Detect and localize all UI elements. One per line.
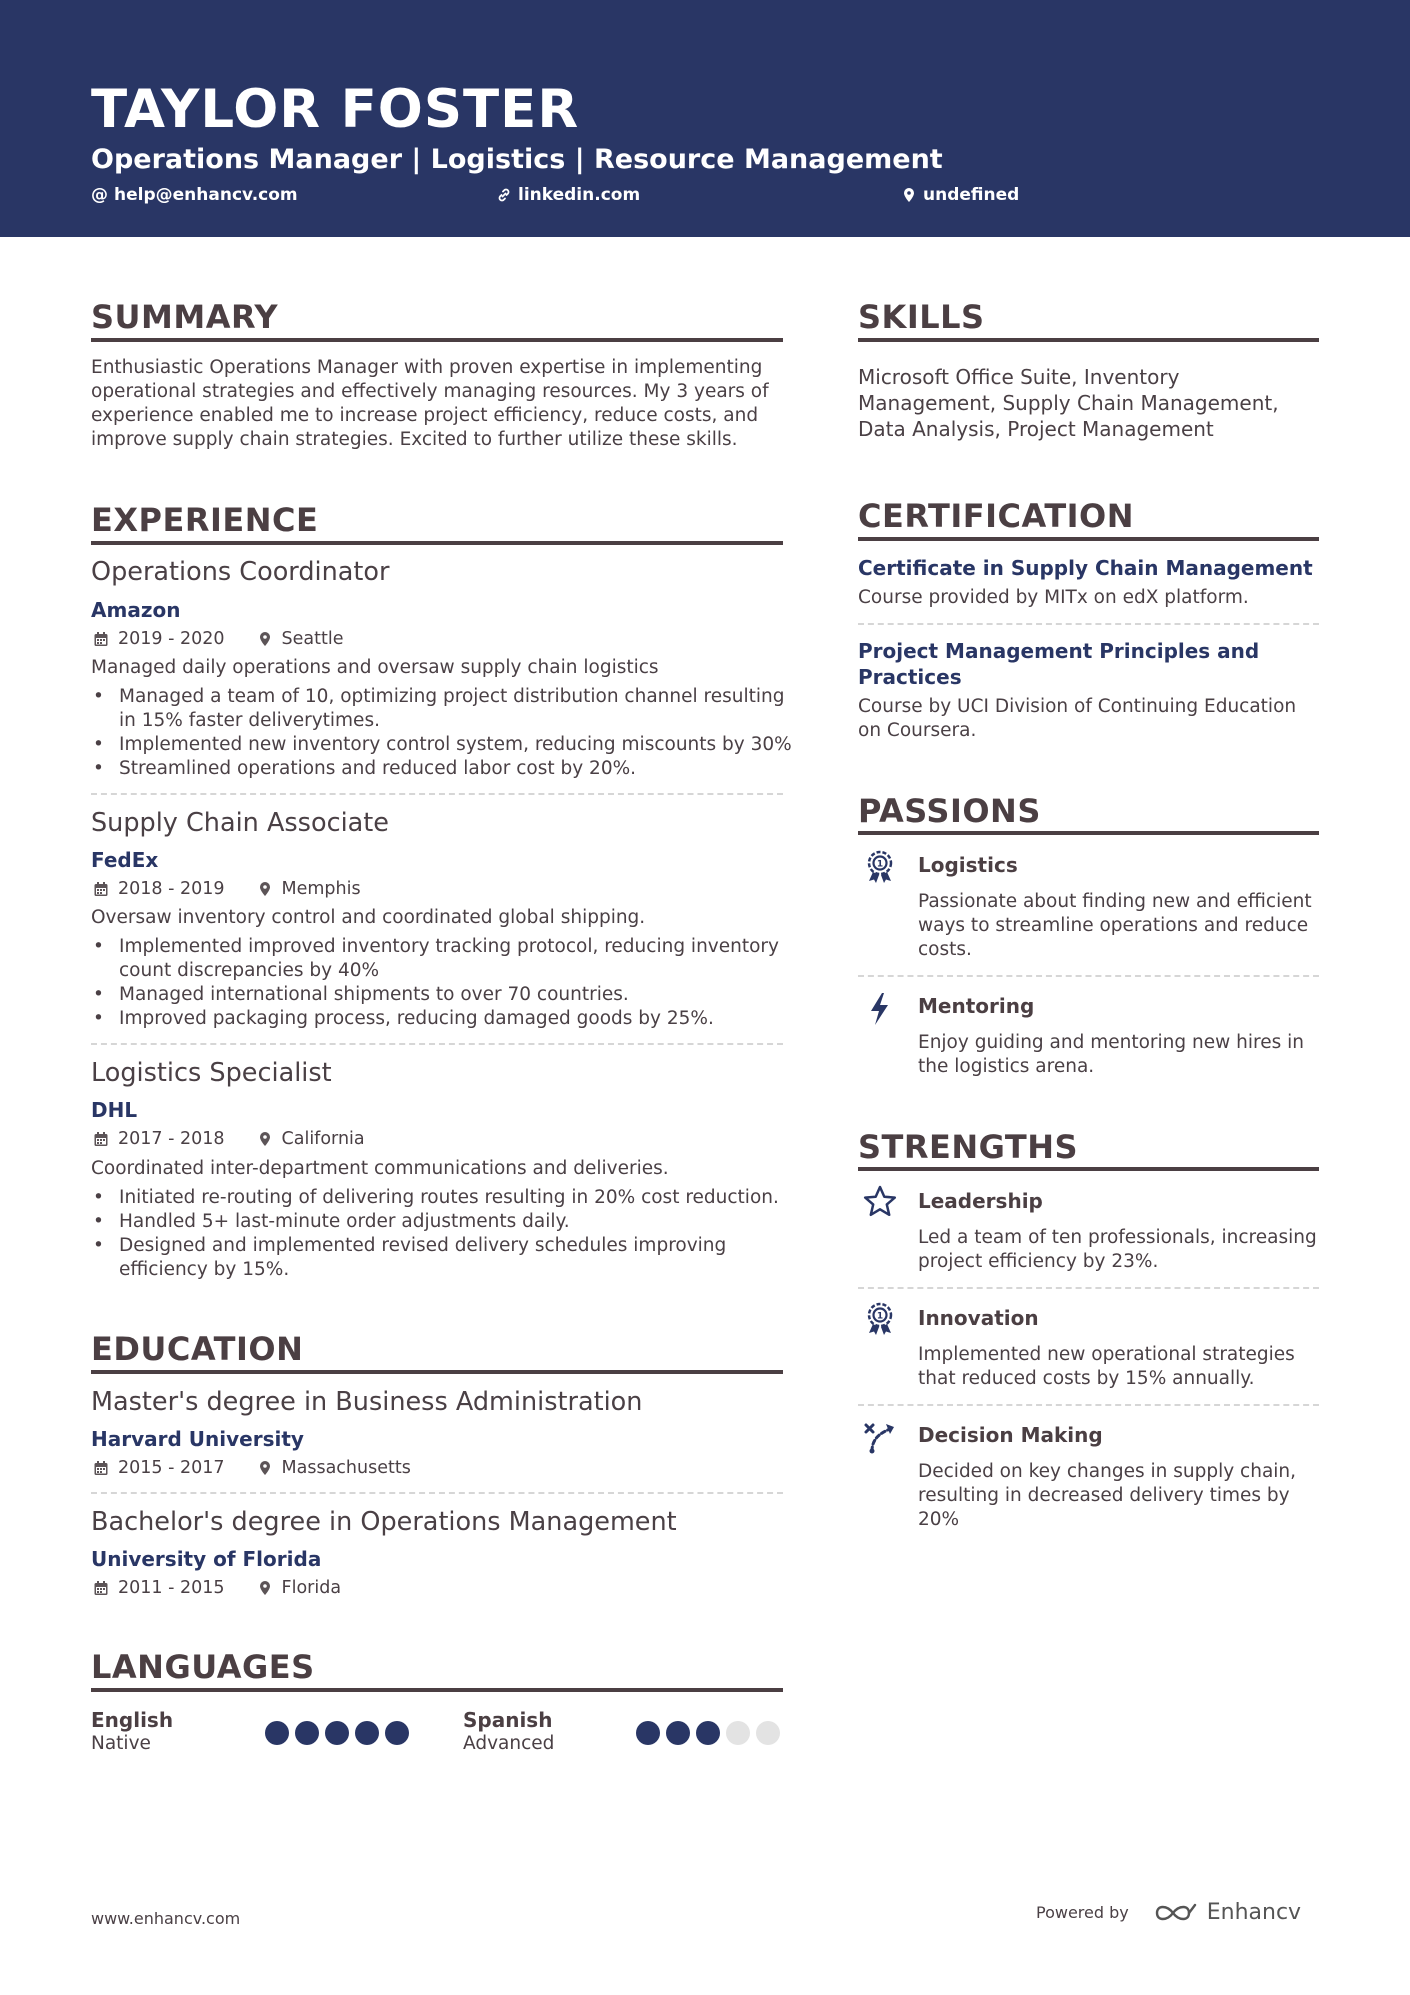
- degree-title: Master's degree in Business Administration: [91, 1387, 643, 1417]
- skills-rule: [858, 338, 1319, 342]
- experience-rule: [91, 541, 783, 545]
- map-pin-icon: [257, 631, 273, 647]
- linkedin-text: linkedin.com: [518, 185, 641, 205]
- divider: [91, 793, 783, 795]
- map-pin-icon: [257, 1460, 273, 1476]
- job-bullet: • Implemented improved inventory tracking protocol, reducing inventory count discrepancies by 40%: [91, 935, 791, 983]
- rating-dot-filled: [636, 1721, 660, 1745]
- job-dates: 2019 - 2020: [118, 629, 225, 649]
- summary-rule: [91, 338, 783, 342]
- strengths-rule: [858, 1167, 1319, 1171]
- email-text: help@enhancv.com: [114, 185, 298, 205]
- contact-location: [901, 183, 1019, 207]
- skills-list: Microsoft Office Suite, Inventory Management, Supply Chain Management, Data Analysis, Project Management: [858, 365, 1279, 441]
- rating-dot-empty: [756, 1721, 780, 1745]
- job-company: FedEx: [91, 848, 159, 872]
- brand-name: Enhancv: [1206, 1900, 1302, 1925]
- languages-rule: [91, 1688, 783, 1692]
- certification-title: Certificate in Supply Chain Management: [858, 556, 1313, 580]
- job-dates: 2017 - 2018: [118, 1129, 225, 1149]
- skills-heading: SKILLS: [858, 298, 985, 336]
- language-rating: [636, 1721, 780, 1745]
- education-location: Massachusetts: [281, 1458, 411, 1478]
- calendar-icon: [93, 631, 109, 647]
- job-bullets: [91, 685, 791, 781]
- language-name: English: [91, 1708, 174, 1732]
- calendar-icon: [93, 1460, 109, 1476]
- summary-heading: SUMMARY: [91, 298, 279, 336]
- location-text: undefined: [923, 185, 1020, 205]
- degree-title: Bachelor's degree in Operations Management: [91, 1507, 677, 1537]
- education-dates: 2015 - 2017: [118, 1458, 225, 1478]
- certification-rule: [858, 537, 1319, 541]
- language-level: Advanced: [463, 1733, 555, 1754]
- rating-dot-filled: [295, 1721, 319, 1745]
- divider: [858, 1404, 1319, 1406]
- job-bullet: • Improved packaging process, reducing damaged goods by 25%.: [91, 1007, 791, 1031]
- job-meta: [93, 877, 361, 901]
- rating-dot-filled: [385, 1721, 409, 1745]
- calendar-icon: [93, 881, 109, 897]
- job-meta: [93, 627, 343, 651]
- job-role: Operations Coordinator: [91, 557, 390, 587]
- strength-title: Leadership: [918, 1189, 1043, 1213]
- enhancv-logo[interactable]: [1153, 1900, 1301, 1925]
- divider: [858, 975, 1319, 977]
- job-bullets: [91, 935, 791, 1031]
- job-bullet: • Handled 5+ last-minute order adjustments daily.: [91, 1210, 791, 1234]
- rating-dot-filled: [325, 1721, 349, 1745]
- strength-description: Led a team of ten professionals, increasing project efficiency by 23%.: [918, 1227, 1317, 1272]
- passion-title: Mentoring: [918, 994, 1035, 1018]
- divider: [91, 1492, 783, 1494]
- candidate-title: Operations Manager | Logistics | Resource Management: [91, 144, 943, 175]
- map-pin-icon: [257, 1131, 273, 1147]
- strength-description: Implemented new operational strategies that reduced costs by 15% annually.: [918, 1344, 1295, 1389]
- job-bullet: • Streamlined operations and reduced labor cost by 20%.: [91, 757, 791, 781]
- education-location: Florida: [281, 1578, 342, 1598]
- language-rating: [265, 1721, 409, 1745]
- job-description: Coordinated inter-department communications and deliveries.: [91, 1158, 669, 1179]
- certification-description: Course by UCI Division of Continuing Education on Coursera.: [858, 696, 1297, 741]
- experience-heading: EXPERIENCE: [91, 501, 319, 539]
- award-ribbon-icon: [862, 1301, 898, 1337]
- footer-website[interactable]: www.enhancv.com: [91, 1909, 241, 1928]
- job-company: DHL: [91, 1098, 138, 1122]
- school-name: University of Florida: [91, 1547, 322, 1571]
- map-pin-icon: [257, 881, 273, 897]
- divider: [858, 623, 1319, 625]
- job-location: Memphis: [281, 879, 361, 899]
- job-bullet: • Designed and implemented revised delivery schedules improving efficiency by 15%.: [91, 1234, 791, 1282]
- powered-by-label: Powered by: [1036, 1903, 1129, 1922]
- job-bullet: • Managed international shipments to over 70 countries.: [91, 983, 791, 1007]
- education-dates: 2011 - 2015: [118, 1578, 225, 1598]
- language-level: Native: [91, 1733, 151, 1754]
- passion-description: Passionate about finding new and efficient ways to streamline operations and reduce costs.: [918, 891, 1312, 960]
- strength-title: Decision Making: [918, 1423, 1103, 1447]
- star-icon: [862, 1184, 898, 1220]
- job-role: Logistics Specialist: [91, 1058, 332, 1088]
- contact-email[interactable]: [91, 183, 298, 207]
- resume-header: [0, 0, 1410, 237]
- summary-text: Enthusiastic Operations Manager with proven expertise in implementing operational strategies and effectively managing resources. My 3 years of experience enabled me to increase project efficiency, reduce costs, and improve supply chain strategies. Excited to further utilize these skills.: [91, 357, 769, 450]
- job-location: Seattle: [281, 629, 344, 649]
- job-company: Amazon: [91, 598, 181, 622]
- language-name: Spanish: [463, 1708, 553, 1732]
- education-heading: EDUCATION: [91, 1330, 304, 1368]
- education-meta: [93, 1456, 411, 1480]
- candidate-name: TAYLOR FOSTER: [91, 79, 580, 140]
- strength-description: Decided on key changes in supply chain, resulting in decreased delivery times by 20%: [918, 1461, 1297, 1530]
- lightning-bolt-icon: [862, 991, 898, 1027]
- rating-dot-empty: [726, 1721, 750, 1745]
- link-icon: [496, 187, 512, 203]
- job-bullet: • Managed a team of 10, optimizing project distribution channel resulting in 15% faster deliverytimes.: [91, 685, 791, 733]
- education-meta: [93, 1576, 341, 1600]
- languages-heading: LANGUAGES: [91, 1648, 315, 1686]
- passions-heading: PASSIONS: [858, 792, 1041, 830]
- passion-title: Logistics: [918, 853, 1018, 877]
- passions-rule: [858, 831, 1319, 835]
- certification-description: Course provided by MITx on edX platform.: [858, 587, 1249, 608]
- job-location: California: [281, 1129, 365, 1149]
- divider: [858, 1287, 1319, 1289]
- passion-description: Enjoy guiding and mentoring new hires in the logistics arena.: [918, 1032, 1304, 1077]
- footer-branding: [1036, 1900, 1301, 1925]
- certification-title: Project Management Principles and Practices: [858, 639, 1260, 689]
- job-role: Supply Chain Associate: [91, 808, 389, 838]
- job-meta: [93, 1127, 365, 1151]
- certification-heading: CERTIFICATION: [858, 497, 1135, 535]
- job-bullets: [91, 1186, 791, 1282]
- strengths-heading: STRENGTHS: [858, 1128, 1079, 1166]
- strength-title: Innovation: [918, 1306, 1039, 1330]
- svg-text:1: 1: [876, 1311, 884, 1322]
- job-description: Managed daily operations and oversaw supply chain logistics: [91, 657, 659, 678]
- at-icon: @: [91, 185, 108, 205]
- divider: [91, 1043, 783, 1045]
- job-bullet: • Initiated re-routing of delivering routes resulting in 20% cost reduction.: [91, 1186, 791, 1210]
- rating-dot-filled: [666, 1721, 690, 1745]
- rating-dot-filled: [355, 1721, 379, 1745]
- school-name: Harvard University: [91, 1427, 304, 1451]
- award-ribbon-icon: [862, 849, 898, 885]
- calendar-icon: [93, 1580, 109, 1596]
- rating-dot-filled: [265, 1721, 289, 1745]
- job-dates: 2018 - 2019: [118, 879, 225, 899]
- svg-text:1: 1: [876, 859, 884, 870]
- map-pin-icon: [257, 1580, 273, 1596]
- decision-path-icon: [862, 1419, 898, 1455]
- calendar-icon: [93, 1131, 109, 1147]
- infinity-logo-icon: [1153, 1901, 1199, 1925]
- job-bullet: • Implemented new inventory control system, reducing miscounts by 30%: [91, 733, 791, 757]
- rating-dot-filled: [696, 1721, 720, 1745]
- job-description: Oversaw inventory control and coordinated global shipping.: [91, 907, 646, 928]
- education-rule: [91, 1370, 783, 1374]
- contact-linkedin[interactable]: [496, 183, 640, 207]
- map-pin-icon: [901, 187, 917, 203]
